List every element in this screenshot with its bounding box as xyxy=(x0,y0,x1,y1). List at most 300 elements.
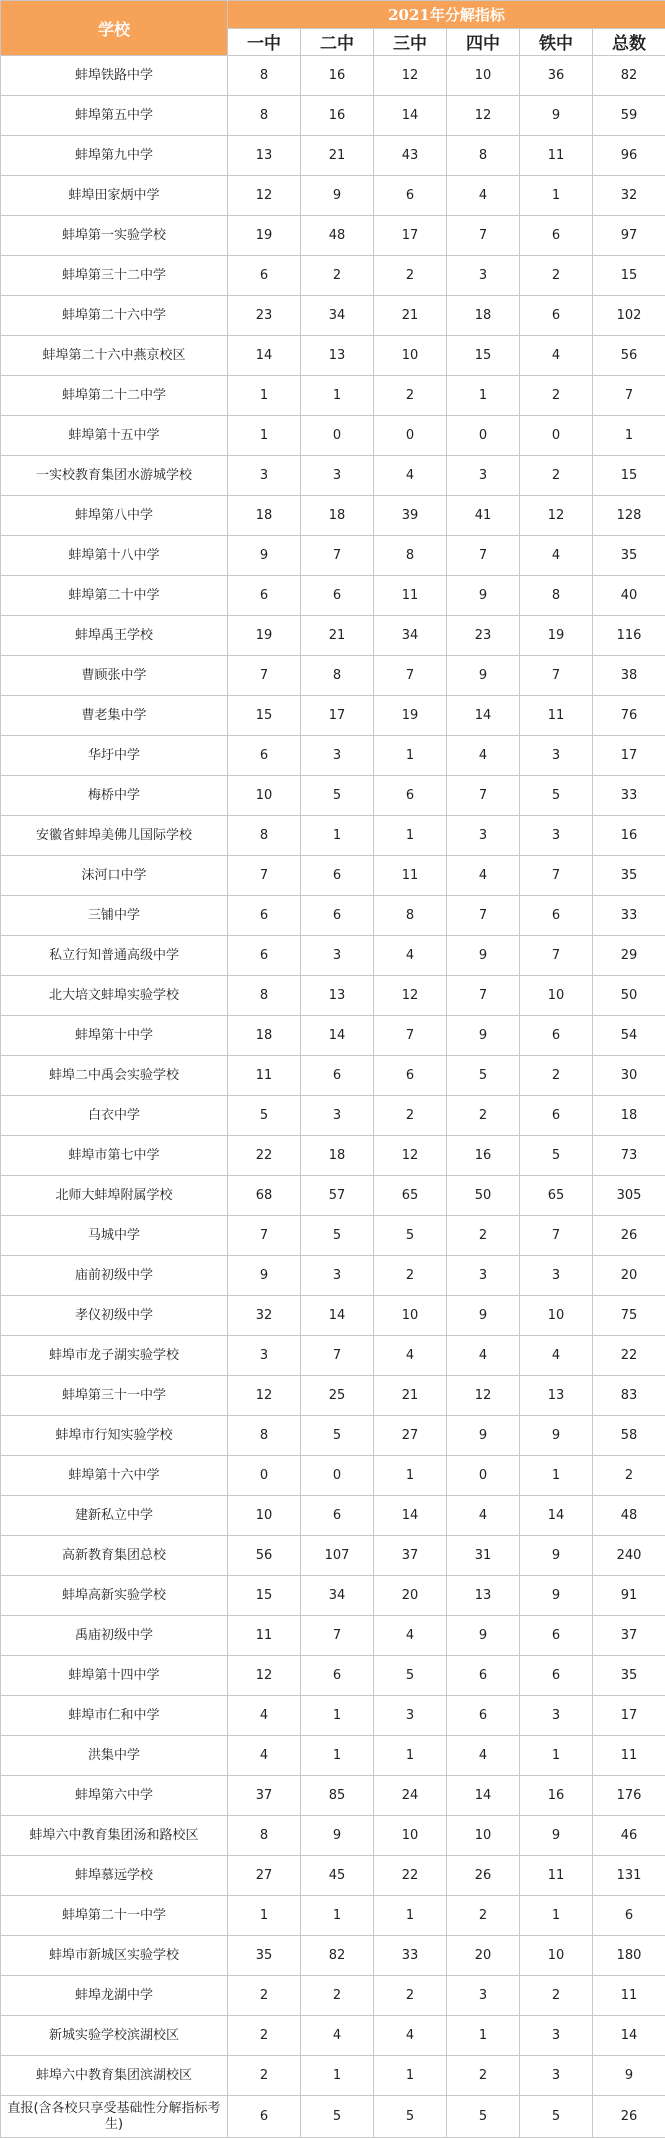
quota-cell-yizhong: 12 xyxy=(228,1376,301,1416)
quota-cell-erzhong: 8 xyxy=(301,656,374,696)
quota-cell-sizhong: 5 xyxy=(447,1056,520,1096)
quota-cell-erzhong: 6 xyxy=(301,896,374,936)
quota-cell-yizhong: 18 xyxy=(228,1016,301,1056)
quota-cell-erzhong: 0 xyxy=(301,416,374,456)
quota-cell-sanzhong: 4 xyxy=(374,1616,447,1656)
table-row xyxy=(1,1856,665,1896)
quota-cell-sizhong: 10 xyxy=(447,1816,520,1856)
quota-cell-sizhong: 50 xyxy=(447,1176,520,1216)
quota-cell-yizhong: 56 xyxy=(228,1536,301,1576)
quota-cell-yizhong: 6 xyxy=(228,576,301,616)
quota-cell-sizhong: 9 xyxy=(447,656,520,696)
quota-cell-sizhong: 16 xyxy=(447,1136,520,1176)
school-name-cell: 华圩中学 xyxy=(1,736,228,776)
quota-cell-sanzhong: 1 xyxy=(374,736,447,776)
quota-cell-tiezhong: 3 xyxy=(520,2056,593,2096)
quota-cell-tiezhong: 0 xyxy=(520,416,593,456)
quota-cell-sizhong: 4 xyxy=(447,1736,520,1776)
quota-cell-sanzhong: 7 xyxy=(374,1016,447,1056)
group-header: 2021年分解指标 xyxy=(228,1,665,29)
school-name-cell: 蚌埠第六中学 xyxy=(1,1776,228,1816)
column-header-total: 总数 xyxy=(593,28,665,56)
quota-cell-erzhong: 5 xyxy=(301,2096,374,2138)
quota-cell-total: 54 xyxy=(593,1016,665,1056)
table-row xyxy=(1,1216,665,1256)
table-row xyxy=(1,56,665,96)
quota-cell-sanzhong: 12 xyxy=(374,1136,447,1176)
quota-cell-sizhong: 5 xyxy=(447,2096,520,2138)
quota-cell-erzhong: 5 xyxy=(301,1416,374,1456)
quota-cell-total: 7 xyxy=(593,376,665,416)
quota-cell-total: 91 xyxy=(593,1576,665,1616)
quota-cell-erzhong: 2 xyxy=(301,256,374,296)
quota-cell-yizhong: 1 xyxy=(228,376,301,416)
school-name-cell: 蚌埠第九中学 xyxy=(1,136,228,176)
quota-cell-sanzhong: 4 xyxy=(374,936,447,976)
table-row xyxy=(1,496,665,536)
quota-cell-yizhong: 3 xyxy=(228,1336,301,1376)
school-name-cell: 北大培文蚌埠实验学校 xyxy=(1,976,228,1016)
quota-cell-sanzhong: 12 xyxy=(374,56,447,96)
table-row xyxy=(1,936,665,976)
table-row xyxy=(1,336,665,376)
quota-cell-erzhong: 1 xyxy=(301,1896,374,1936)
quota-cell-yizhong: 6 xyxy=(228,896,301,936)
quota-cell-sizhong: 9 xyxy=(447,1616,520,1656)
quota-cell-erzhong: 4 xyxy=(301,2016,374,2056)
quota-cell-tiezhong: 3 xyxy=(520,816,593,856)
quota-cell-sanzhong: 11 xyxy=(374,576,447,616)
quota-cell-sizhong: 18 xyxy=(447,296,520,336)
quota-cell-sanzhong: 24 xyxy=(374,1776,447,1816)
quota-cell-total: 82 xyxy=(593,56,665,96)
table-row xyxy=(1,296,665,336)
quota-cell-sizhong: 12 xyxy=(447,1376,520,1416)
school-name-cell: 蚌埠禹王学校 xyxy=(1,616,228,656)
table-row xyxy=(1,1536,665,1576)
school-name-cell: 蚌埠慕远学校 xyxy=(1,1856,228,1896)
quota-cell-total: 26 xyxy=(593,1216,665,1256)
quota-cell-total: 16 xyxy=(593,816,665,856)
school-name-cell: 蚌埠第十八中学 xyxy=(1,536,228,576)
school-name-cell: 蚌埠铁路中学 xyxy=(1,56,228,96)
table-row xyxy=(1,696,665,736)
quota-cell-sizhong: 7 xyxy=(447,896,520,936)
quota-cell-yizhong: 23 xyxy=(228,296,301,336)
quota-cell-erzhong: 9 xyxy=(301,1816,374,1856)
school-name-cell: 蚌埠第一实验学校 xyxy=(1,216,228,256)
quota-cell-sizhong: 8 xyxy=(447,136,520,176)
quota-cell-tiezhong: 12 xyxy=(520,496,593,536)
quota-cell-sizhong: 4 xyxy=(447,1496,520,1536)
school-name-cell: 蚌埠第三十一中学 xyxy=(1,1376,228,1416)
quota-cell-total: 58 xyxy=(593,1416,665,1456)
quota-cell-tiezhong: 4 xyxy=(520,1336,593,1376)
quota-cell-erzhong: 1 xyxy=(301,1736,374,1776)
quota-cell-erzhong: 82 xyxy=(301,1936,374,1976)
quota-cell-total: 97 xyxy=(593,216,665,256)
quota-cell-yizhong: 27 xyxy=(228,1856,301,1896)
quota-cell-yizhong: 8 xyxy=(228,816,301,856)
quota-cell-yizhong: 35 xyxy=(228,1936,301,1976)
quota-cell-tiezhong: 16 xyxy=(520,1776,593,1816)
quota-cell-sizhong: 14 xyxy=(447,696,520,736)
quota-cell-total: 240 xyxy=(593,1536,665,1576)
quota-cell-tiezhong: 5 xyxy=(520,776,593,816)
quota-cell-sizhong: 1 xyxy=(447,376,520,416)
quota-cell-total: 17 xyxy=(593,736,665,776)
quota-cell-sanzhong: 2 xyxy=(374,1256,447,1296)
quota-cell-sanzhong: 14 xyxy=(374,96,447,136)
quota-cell-yizhong: 19 xyxy=(228,216,301,256)
quota-cell-erzhong: 1 xyxy=(301,376,374,416)
table-row xyxy=(1,1096,665,1136)
quota-cell-total: 75 xyxy=(593,1296,665,1336)
quota-cell-erzhong: 1 xyxy=(301,816,374,856)
quota-cell-erzhong: 34 xyxy=(301,1576,374,1616)
quota-cell-total: 56 xyxy=(593,336,665,376)
quota-cell-tiezhong: 19 xyxy=(520,616,593,656)
quota-cell-tiezhong: 11 xyxy=(520,1856,593,1896)
quota-cell-total: 35 xyxy=(593,536,665,576)
quota-cell-yizhong: 12 xyxy=(228,1656,301,1696)
quota-cell-yizhong: 8 xyxy=(228,1416,301,1456)
quota-cell-sizhong: 3 xyxy=(447,1976,520,2016)
school-name-cell: 庙前初级中学 xyxy=(1,1256,228,1296)
quota-cell-erzhong: 9 xyxy=(301,176,374,216)
quota-cell-tiezhong: 1 xyxy=(520,1896,593,1936)
table-row xyxy=(1,1056,665,1096)
quota-cell-yizhong: 13 xyxy=(228,136,301,176)
quota-cell-sizhong: 4 xyxy=(447,736,520,776)
quota-cell-sizhong: 2 xyxy=(447,2056,520,2096)
quota-cell-total: 48 xyxy=(593,1496,665,1536)
table-row xyxy=(1,1496,665,1536)
quota-cell-yizhong: 32 xyxy=(228,1296,301,1336)
quota-cell-sanzhong: 8 xyxy=(374,896,447,936)
quota-cell-tiezhong: 6 xyxy=(520,1616,593,1656)
quota-cell-sizhong: 3 xyxy=(447,816,520,856)
quota-cell-total: 116 xyxy=(593,616,665,656)
quota-cell-total: 35 xyxy=(593,856,665,896)
table-row xyxy=(1,1656,665,1696)
quota-cell-total: 20 xyxy=(593,1256,665,1296)
quota-cell-sizhong: 6 xyxy=(447,1696,520,1736)
quota-cell-sanzhong: 1 xyxy=(374,1896,447,1936)
quota-cell-tiezhong: 7 xyxy=(520,1216,593,1256)
school-name-cell: 蚌埠市仁和中学 xyxy=(1,1696,228,1736)
quota-cell-tiezhong: 1 xyxy=(520,1456,593,1496)
school-name-cell: 沫河口中学 xyxy=(1,856,228,896)
quota-cell-tiezhong: 9 xyxy=(520,1536,593,1576)
quota-cell-sizhong: 7 xyxy=(447,536,520,576)
quota-cell-sizhong: 9 xyxy=(447,1016,520,1056)
quota-cell-total: 176 xyxy=(593,1776,665,1816)
quota-cell-sanzhong: 5 xyxy=(374,1216,447,1256)
quota-cell-sizhong: 14 xyxy=(447,1776,520,1816)
quota-cell-yizhong: 11 xyxy=(228,1616,301,1656)
quota-cell-sizhong: 0 xyxy=(447,1456,520,1496)
quota-cell-total: 17 xyxy=(593,1696,665,1736)
quota-cell-total: 2 xyxy=(593,1456,665,1496)
quota-cell-sanzhong: 37 xyxy=(374,1536,447,1576)
quota-cell-erzhong: 5 xyxy=(301,1216,374,1256)
quota-cell-erzhong: 14 xyxy=(301,1296,374,1336)
quota-cell-erzhong: 0 xyxy=(301,1456,374,1496)
quota-cell-yizhong: 3 xyxy=(228,456,301,496)
quota-cell-sanzhong: 34 xyxy=(374,616,447,656)
school-name-cell: 马城中学 xyxy=(1,1216,228,1256)
quota-cell-erzhong: 18 xyxy=(301,1136,374,1176)
school-name-cell: 安徽省蚌埠美佛儿国际学校 xyxy=(1,816,228,856)
table-row xyxy=(1,416,665,456)
quota-cell-total: 11 xyxy=(593,1736,665,1776)
school-name-cell: 曹老集中学 xyxy=(1,696,228,736)
table-row xyxy=(1,376,665,416)
school-name-cell: 一实校教育集团水游城学校 xyxy=(1,456,228,496)
school-name-cell: 梅桥中学 xyxy=(1,776,228,816)
quota-cell-tiezhong: 5 xyxy=(520,2096,593,2138)
table-row xyxy=(1,816,665,856)
quota-cell-total: 32 xyxy=(593,176,665,216)
quota-cell-sizhong: 7 xyxy=(447,776,520,816)
quota-cell-sanzhong: 2 xyxy=(374,376,447,416)
quota-cell-sizhong: 2 xyxy=(447,1896,520,1936)
quota-cell-erzhong: 48 xyxy=(301,216,374,256)
quota-cell-yizhong: 8 xyxy=(228,1816,301,1856)
school-name-cell: 蚌埠第八中学 xyxy=(1,496,228,536)
table-row xyxy=(1,456,665,496)
quota-cell-sanzhong: 33 xyxy=(374,1936,447,1976)
quota-cell-yizhong: 15 xyxy=(228,1576,301,1616)
quota-cell-erzhong: 2 xyxy=(301,1976,374,2016)
quota-cell-yizhong: 1 xyxy=(228,1896,301,1936)
quota-cell-tiezhong: 3 xyxy=(520,736,593,776)
quota-cell-sizhong: 3 xyxy=(447,1256,520,1296)
quota-cell-tiezhong: 10 xyxy=(520,1936,593,1976)
quota-cell-tiezhong: 2 xyxy=(520,256,593,296)
school-name-cell: 孝仪初级中学 xyxy=(1,1296,228,1336)
quota-cell-yizhong: 8 xyxy=(228,976,301,1016)
quota-cell-yizhong: 2 xyxy=(228,2016,301,2056)
quota-cell-erzhong: 6 xyxy=(301,856,374,896)
quota-cell-total: 33 xyxy=(593,896,665,936)
quota-cell-erzhong: 5 xyxy=(301,776,374,816)
table-row xyxy=(1,576,665,616)
quota-cell-total: 33 xyxy=(593,776,665,816)
quota-cell-total: 131 xyxy=(593,1856,665,1896)
quota-cell-erzhong: 16 xyxy=(301,96,374,136)
quota-cell-tiezhong: 65 xyxy=(520,1176,593,1216)
quota-cell-sizhong: 41 xyxy=(447,496,520,536)
quota-cell-sizhong: 2 xyxy=(447,1216,520,1256)
quota-cell-total: 180 xyxy=(593,1936,665,1976)
quota-cell-tiezhong: 7 xyxy=(520,936,593,976)
quota-cell-yizhong: 4 xyxy=(228,1736,301,1776)
quota-cell-sizhong: 4 xyxy=(447,176,520,216)
quota-cell-yizhong: 68 xyxy=(228,1176,301,1216)
quota-cell-sizhong: 4 xyxy=(447,856,520,896)
quota-cell-sizhong: 7 xyxy=(447,216,520,256)
quota-cell-sizhong: 4 xyxy=(447,1336,520,1376)
quota-cell-yizhong: 14 xyxy=(228,336,301,376)
quota-cell-sanzhong: 4 xyxy=(374,456,447,496)
quota-cell-sanzhong: 11 xyxy=(374,856,447,896)
quota-cell-sanzhong: 1 xyxy=(374,1736,447,1776)
quota-cell-yizhong: 10 xyxy=(228,1496,301,1536)
quota-cell-sizhong: 1 xyxy=(447,2016,520,2056)
quota-cell-tiezhong: 1 xyxy=(520,1736,593,1776)
quota-cell-sanzhong: 5 xyxy=(374,2096,447,2138)
quota-cell-tiezhong: 10 xyxy=(520,1296,593,1336)
quota-cell-tiezhong: 7 xyxy=(520,856,593,896)
quota-cell-total: 73 xyxy=(593,1136,665,1176)
quota-cell-tiezhong: 8 xyxy=(520,576,593,616)
quota-cell-erzhong: 3 xyxy=(301,936,374,976)
quota-cell-erzhong: 1 xyxy=(301,2056,374,2096)
quota-cell-erzhong: 14 xyxy=(301,1016,374,1056)
quota-cell-yizhong: 22 xyxy=(228,1136,301,1176)
school-name-cell: 蚌埠第二十二中学 xyxy=(1,376,228,416)
quota-cell-total: 1 xyxy=(593,416,665,456)
quota-cell-erzhong: 3 xyxy=(301,736,374,776)
quota-cell-sanzhong: 39 xyxy=(374,496,447,536)
school-name-cell: 曹顾张中学 xyxy=(1,656,228,696)
table-row xyxy=(1,776,665,816)
table-row xyxy=(1,2056,665,2096)
quota-cell-yizhong: 7 xyxy=(228,656,301,696)
quota-cell-sanzhong: 2 xyxy=(374,1096,447,1136)
school-name-cell: 蚌埠第二十六中学 xyxy=(1,296,228,336)
quota-cell-total: 11 xyxy=(593,1976,665,2016)
quota-cell-erzhong: 57 xyxy=(301,1176,374,1216)
table-row xyxy=(1,856,665,896)
quota-cell-yizhong: 37 xyxy=(228,1776,301,1816)
table-row xyxy=(1,176,665,216)
quota-cell-sanzhong: 27 xyxy=(374,1416,447,1456)
school-name-cell: 蚌埠二中禹会实验学校 xyxy=(1,1056,228,1096)
school-name-cell: 蚌埠高新实验学校 xyxy=(1,1576,228,1616)
quota-cell-total: 83 xyxy=(593,1376,665,1416)
quota-cell-total: 40 xyxy=(593,576,665,616)
quota-cell-erzhong: 16 xyxy=(301,56,374,96)
quota-cell-total: 29 xyxy=(593,936,665,976)
quota-cell-sizhong: 23 xyxy=(447,616,520,656)
table-row xyxy=(1,976,665,1016)
quota-cell-yizhong: 2 xyxy=(228,2056,301,2096)
quota-cell-sanzhong: 10 xyxy=(374,1296,447,1336)
quota-cell-erzhong: 1 xyxy=(301,1696,374,1736)
quota-cell-sizhong: 15 xyxy=(447,336,520,376)
school-name-cell: 洪集中学 xyxy=(1,1736,228,1776)
quota-cell-sanzhong: 17 xyxy=(374,216,447,256)
quota-cell-yizhong: 12 xyxy=(228,176,301,216)
table-row xyxy=(1,1776,665,1816)
quota-cell-erzhong: 25 xyxy=(301,1376,374,1416)
quota-cell-sanzhong: 6 xyxy=(374,776,447,816)
quota-cell-yizhong: 11 xyxy=(228,1056,301,1096)
quota-cell-sanzhong: 14 xyxy=(374,1496,447,1536)
quota-cell-yizhong: 9 xyxy=(228,1256,301,1296)
quota-cell-sizhong: 9 xyxy=(447,576,520,616)
quota-cell-tiezhong: 13 xyxy=(520,1376,593,1416)
quota-cell-sizhong: 31 xyxy=(447,1536,520,1576)
header-row xyxy=(1,1,665,29)
quota-cell-sanzhong: 12 xyxy=(374,976,447,1016)
quota-cell-tiezhong: 6 xyxy=(520,296,593,336)
quota-cell-sanzhong: 6 xyxy=(374,176,447,216)
quota-cell-total: 15 xyxy=(593,456,665,496)
quota-cell-sanzhong: 1 xyxy=(374,2056,447,2096)
quota-cell-sanzhong: 7 xyxy=(374,656,447,696)
quota-cell-sanzhong: 5 xyxy=(374,1656,447,1696)
quota-cell-sanzhong: 2 xyxy=(374,1976,447,2016)
quota-cell-total: 46 xyxy=(593,1816,665,1856)
table-row xyxy=(1,1616,665,1656)
quota-cell-yizhong: 7 xyxy=(228,856,301,896)
school-name-cell: 高新教育集团总校 xyxy=(1,1536,228,1576)
quota-cell-erzhong: 3 xyxy=(301,456,374,496)
column-header-sanzhong: 三中 xyxy=(374,28,447,56)
school-name-cell: 蚌埠第十六中学 xyxy=(1,1456,228,1496)
quota-cell-sanzhong: 1 xyxy=(374,1456,447,1496)
table-row xyxy=(1,1736,665,1776)
quota-cell-total: 14 xyxy=(593,2016,665,2056)
quota-cell-yizhong: 5 xyxy=(228,1096,301,1136)
quota-cell-yizhong: 1 xyxy=(228,416,301,456)
table-row xyxy=(1,1136,665,1176)
table-row xyxy=(1,1296,665,1336)
quota-cell-erzhong: 6 xyxy=(301,1496,374,1536)
quota-cell-tiezhong: 14 xyxy=(520,1496,593,1536)
quota-cell-tiezhong: 4 xyxy=(520,336,593,376)
quota-cell-sanzhong: 22 xyxy=(374,1856,447,1896)
school-name-cell: 建新私立中学 xyxy=(1,1496,228,1536)
quota-cell-tiezhong: 3 xyxy=(520,1256,593,1296)
table-row xyxy=(1,1976,665,2016)
school-name-cell: 蚌埠市龙子湖实验学校 xyxy=(1,1336,228,1376)
school-name-cell: 禹庙初级中学 xyxy=(1,1616,228,1656)
quota-cell-sanzhong: 10 xyxy=(374,336,447,376)
table-row xyxy=(1,1016,665,1056)
quota-cell-sizhong: 20 xyxy=(447,1936,520,1976)
quota-cell-sanzhong: 1 xyxy=(374,816,447,856)
quota-cell-sizhong: 9 xyxy=(447,1296,520,1336)
quota-cell-total: 102 xyxy=(593,296,665,336)
quota-cell-sanzhong: 6 xyxy=(374,1056,447,1096)
quota-cell-tiezhong: 11 xyxy=(520,136,593,176)
school-name-cell: 白衣中学 xyxy=(1,1096,228,1136)
quota-cell-sizhong: 2 xyxy=(447,1096,520,1136)
table-row xyxy=(1,136,665,176)
quota-cell-erzhong: 13 xyxy=(301,336,374,376)
quota-cell-yizhong: 4 xyxy=(228,1696,301,1736)
quota-cell-sizhong: 13 xyxy=(447,1576,520,1616)
quota-cell-tiezhong: 2 xyxy=(520,376,593,416)
column-header-yizhong: 一中 xyxy=(228,28,301,56)
school-name-cell: 蚌埠市新城区实验学校 xyxy=(1,1936,228,1976)
table-row xyxy=(1,2096,665,2138)
quota-cell-erzhong: 34 xyxy=(301,296,374,336)
table-row xyxy=(1,1576,665,1616)
quota-cell-sizhong: 26 xyxy=(447,1856,520,1896)
table-row xyxy=(1,616,665,656)
quota-cell-sanzhong: 4 xyxy=(374,1336,447,1376)
school-name-cell: 三铺中学 xyxy=(1,896,228,936)
quota-cell-tiezhong: 2 xyxy=(520,1056,593,1096)
quota-cell-total: 22 xyxy=(593,1336,665,1376)
quota-cell-total: 6 xyxy=(593,1896,665,1936)
